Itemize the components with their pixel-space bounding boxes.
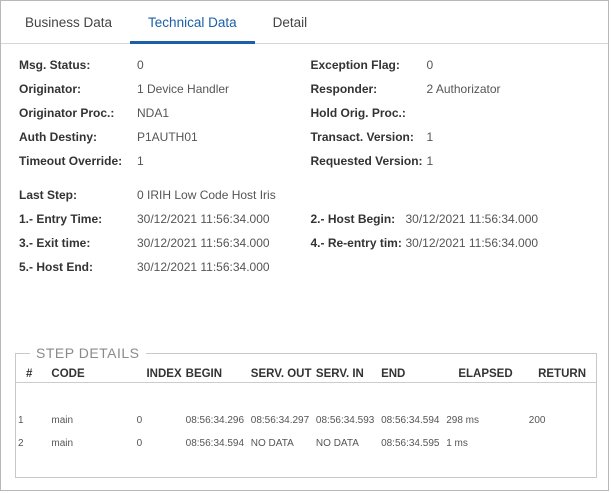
- field-row-last-step: [1, 188, 608, 203]
- field-row-host-end: [1, 260, 608, 275]
- field-row-originator: [1, 82, 608, 97]
- re-entry-time-label: 4.- Re-entry tim:: [310, 236, 402, 250]
- cell-serv-in: NO DATA: [315, 438, 359, 449]
- cell-index: 0: [136, 438, 143, 449]
- exception-flag-value: 0: [426, 58, 434, 72]
- re-entry-time-value: 30/12/2021 11:56:34.000: [405, 236, 539, 250]
- cell-return: [527, 432, 596, 455]
- exception-flag-label: Exception Flag:: [310, 58, 400, 72]
- cell-elapsed: 1 ms: [446, 438, 468, 449]
- field-gap: [1, 178, 608, 188]
- column-header-return: RETURN: [538, 368, 586, 380]
- step-details-table: [16, 366, 596, 455]
- exit-time-label: 3.- Exit time:: [19, 236, 91, 250]
- step-details-title: STEP DETAILS: [30, 345, 146, 361]
- requested-version-label: Requested Version:: [310, 154, 423, 168]
- field-row-timeout-override: [1, 154, 608, 169]
- last-step-label: Last Step:: [19, 188, 78, 202]
- originator-proc-label: Originator Proc.:: [19, 106, 115, 120]
- last-step-value: 0 IRIH Low Code Host Iris: [137, 188, 276, 202]
- field-row-auth-destiny: [1, 130, 608, 145]
- cell-hash: 1: [18, 415, 24, 426]
- tab-business-data[interactable]: Business Data: [25, 15, 113, 30]
- auth-destiny-label: Auth Destiny:: [19, 130, 97, 144]
- column-header-index: INDEX: [146, 368, 182, 380]
- entry-time-label: 1.- Entry Time:: [19, 212, 103, 226]
- column-header-elapsed: ELAPSED: [458, 368, 513, 380]
- responder-value: 2 Authorizator: [426, 82, 501, 96]
- transact-version-label: Transact. Version:: [310, 130, 414, 144]
- cell-serv-out: 08:56:34.297: [250, 415, 310, 426]
- field-row-exit-time: [1, 236, 608, 251]
- cell-end: 08:56:34.595: [381, 438, 440, 449]
- tab-detail[interactable]: Detail: [272, 15, 308, 30]
- originator-proc-value: NDA1: [137, 106, 170, 120]
- msg-status-value: 0: [137, 58, 144, 72]
- field-row-originator-proc: [1, 106, 608, 121]
- cell-serv-in: 08:56:34.593: [315, 415, 375, 426]
- column-header-code: CODE: [51, 368, 85, 380]
- host-end-label: 5.- Host End:: [19, 260, 93, 274]
- cell-begin: 08:56:34.594: [185, 438, 245, 449]
- column-header-hash: #: [26, 368, 33, 380]
- host-begin-label: 2.- Host Begin:: [310, 212, 396, 226]
- tab-technical-data[interactable]: Technical Data: [130, 15, 255, 44]
- cell-index: 0: [136, 415, 143, 426]
- timeout-override-value: 1: [137, 154, 144, 168]
- exit-time-value: 30/12/2021 11:56:34.000: [137, 236, 270, 250]
- responder-label: Responder:: [310, 82, 378, 96]
- step-details-body: [16, 383, 596, 456]
- field-row-entry-time: [1, 212, 608, 227]
- column-header-end: END: [381, 368, 406, 380]
- requested-version-value: 1: [426, 154, 434, 168]
- table-row[interactable]: [16, 432, 596, 455]
- field-row-msg-status: [1, 58, 608, 73]
- cell-hash: 2: [18, 438, 24, 449]
- transact-version-value: 1: [426, 130, 434, 144]
- timeout-override-label: Timeout Override:: [19, 154, 123, 168]
- cell-serv-out: NO DATA: [250, 438, 294, 449]
- table-row[interactable]: [16, 409, 596, 432]
- technical-fields: [1, 44, 608, 275]
- step-details-panel: [15, 345, 597, 478]
- cell-code: main: [51, 415, 74, 426]
- auth-destiny-value: P1AUTH01: [137, 130, 198, 144]
- msg-status-label: Msg. Status:: [19, 58, 91, 72]
- entry-time-value: 30/12/2021 11:56:34.000: [137, 212, 270, 226]
- cell-elapsed: 298 ms: [446, 415, 479, 426]
- column-header-serv-out: SERV. OUT: [250, 368, 312, 380]
- host-end-value: 30/12/2021 11:56:34.000: [137, 260, 270, 274]
- column-header-serv-in: SERV. IN: [315, 368, 364, 380]
- originator-label: Originator:: [19, 82, 81, 96]
- column-header-begin: BEGIN: [185, 368, 223, 380]
- step-details-header: [16, 366, 596, 383]
- host-begin-value: 30/12/2021 11:56:34.000: [405, 212, 539, 226]
- cell-code: main: [51, 438, 74, 449]
- cell-end: 08:56:34.594: [381, 415, 440, 426]
- cell-begin: 08:56:34.296: [185, 415, 245, 426]
- cell-return: 200: [528, 415, 546, 426]
- originator-value: 1 Device Handler: [137, 82, 230, 96]
- tab-bar: [1, 1, 608, 44]
- hold-orig-proc-label: Hold Orig. Proc.:: [310, 106, 406, 120]
- table-spacer: [16, 383, 596, 410]
